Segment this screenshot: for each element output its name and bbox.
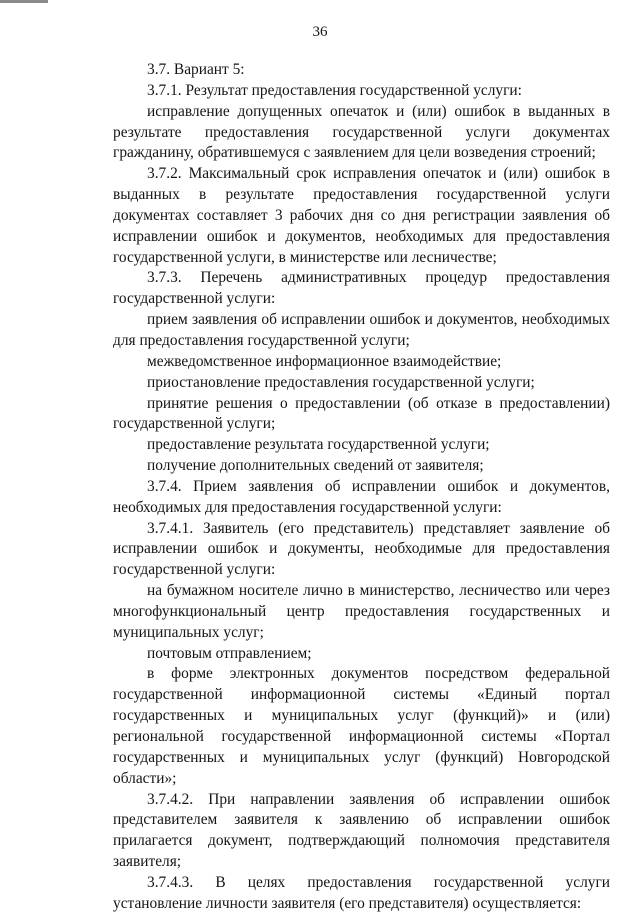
scan-edge-mark [0,0,48,3]
page-number: 36 [312,24,328,40]
document-body [113,60,610,915]
submission-method-item: почтовым отправлением; [147,644,312,662]
procedure-item: приостановление предоставления государственной услуги; [147,373,535,391]
procedure-item: принятие решения о предоставлении (об отказе в предоставлении) государственной услуги; [113,394,610,433]
paragraph-3-7-4-3: 3.7.4.3. В целях предоставления государственной услуги установление личности заявителя (его представителя) осуществляется: [113,873,610,912]
procedure-item: получение дополнительных сведений от заявителя; [147,457,484,475]
paragraph-result-correction: исправление допущенных опечаток и (или) ошибок в выданных в результате предоставления государственной услуги документах гражданину, обратившемуся с заявлением для цели возведения строений; [113,102,610,162]
paragraph-3-7-4-1: 3.7.4.1. Заявитель (его представитель) представляет заявление об исправлении ошибок и документы, необходимые для предоставления государственной услуги: [113,519,610,579]
paragraph-3-7-4: 3.7.4. Прием заявления об исправлении ошибок и документов, необходимых для предоставления государственной услуги: [113,477,610,516]
procedure-item: прием заявления об исправлении ошибок и документов, необходимых для предоставления государственной услуги; [113,311,610,349]
submission-method-item: на бумажном носителе лично в министерство, лесничество или через многофункциональный центр предоставления государственных и муниципальных услуг; [113,582,610,641]
submission-method-item: в форме электронных документов посредством федеральной государственной информационной системы «Единый портал государственных и муниципальных услуг (функций)» и (или) региональной государственной информационной системы «Портал государственных и муниципальных услуг (функций) Новгородской области»; [113,665,610,787]
paragraph-3-7-3: 3.7.3. Перечень административных процедур предоставления государственной услуги: [113,269,610,308]
procedure-item: межведомственное информационное взаимодействие; [147,352,502,370]
procedure-item: предоставление результата государственной услуги; [147,436,490,454]
paragraph-3-7-4-2: 3.7.4.2. При направлении заявления об исправлении ошибок представителем заявителя к заявлению об исправлении ошибок прилагается документ, подтверждающий полномочия представителя заявителя; [113,790,610,871]
paragraph-3-7-2: 3.7.2. Максимальный срок исправления опечаток и (или) ошибок в выданных в результате предоставления государственной услуги документах составляет 3 рабочих дня со дня регистрации заявления об исправлении ошибок и документов, необходимых для предоставления государственной услуги, в министерстве или лесничестве; [113,165,610,266]
paragraph-variant-heading: 3.7. Вариант 5: [147,61,245,78]
paragraph-3-7-1: 3.7.1. Результат предоставления государственной услуги: [147,81,522,99]
